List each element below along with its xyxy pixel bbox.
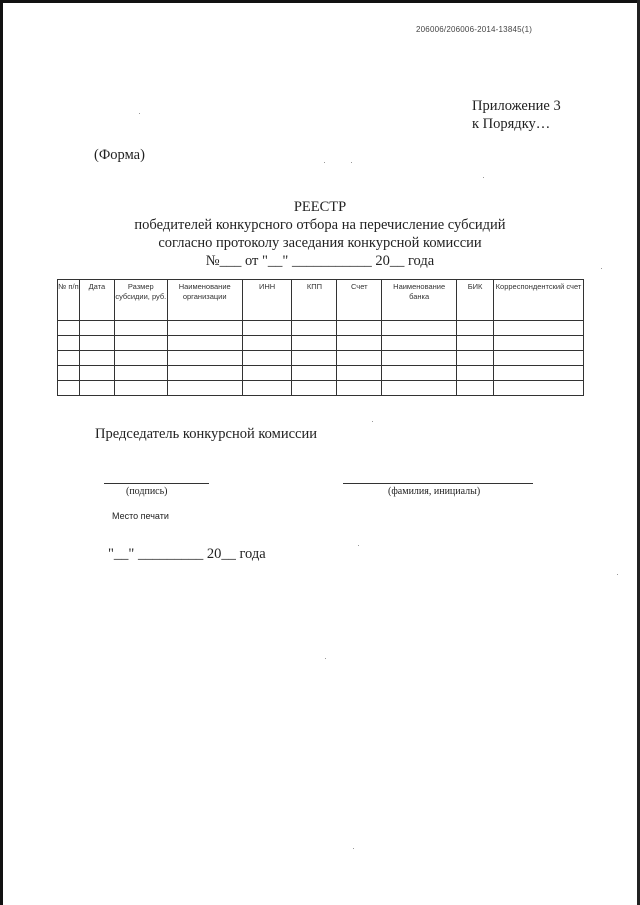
signature-line (104, 483, 209, 484)
header-cell: Размер субсидии, руб. (114, 280, 167, 321)
name-line (343, 483, 533, 484)
scan-speck (601, 268, 602, 269)
table-cell (58, 351, 80, 366)
header-cell: КПП (292, 280, 337, 321)
header-cell: БИК (457, 280, 494, 321)
date-line: "__" _________ 20__ года (108, 546, 266, 562)
table-cell (457, 366, 494, 381)
table-cell (242, 351, 292, 366)
table-cell (337, 321, 382, 336)
scan-speck (358, 545, 359, 546)
registry-table (57, 279, 584, 396)
table-cell (79, 381, 114, 396)
signature-caption: (подпись) (126, 486, 168, 497)
table-cell (292, 366, 337, 381)
scan-border-top (0, 0, 640, 3)
header-cell: ИНН (242, 280, 292, 321)
table-cell (457, 336, 494, 351)
table-cell (114, 321, 167, 336)
table-cell (494, 366, 584, 381)
table-cell (79, 336, 114, 351)
table-cell (114, 381, 167, 396)
table-row (58, 336, 584, 351)
name-caption: (фамилия, инициалы) (388, 486, 481, 497)
scan-border-left (0, 0, 3, 905)
table-cell (167, 336, 242, 351)
table-cell (242, 321, 292, 336)
table-cell (167, 381, 242, 396)
table-cell (167, 321, 242, 336)
scan-speck (324, 162, 325, 163)
table-cell (292, 351, 337, 366)
table-cell (242, 381, 292, 396)
scan-speck (483, 177, 484, 178)
appendix-note (472, 97, 561, 133)
table-cell (382, 351, 457, 366)
scan-speck (617, 574, 618, 575)
table-cell (58, 381, 80, 396)
table-cell (114, 336, 167, 351)
table-cell (79, 351, 114, 366)
number-line: №___ от "__" ___________ 20__ года (205, 253, 435, 269)
header-cell: Дата (79, 280, 114, 321)
document-title: РЕЕСТР (293, 199, 347, 215)
table-cell (337, 366, 382, 381)
table-cell (382, 381, 457, 396)
appendix-line-2: к Порядку… (472, 116, 551, 132)
scan-speck (353, 848, 354, 849)
table-header-row (58, 280, 584, 321)
table-cell (292, 336, 337, 351)
table-cell (494, 336, 584, 351)
subtitle-line-1: победителей конкурсного отбора на перечисление субсидий (134, 217, 506, 233)
table-row (58, 351, 584, 366)
scan-speck (372, 421, 373, 422)
table-cell (242, 336, 292, 351)
header-cell: Счет (337, 280, 382, 321)
table-cell (114, 351, 167, 366)
table-cell (167, 366, 242, 381)
document-id: 206006/206006-2014-13845(1) (416, 25, 533, 34)
table-cell (337, 336, 382, 351)
table-cell (494, 381, 584, 396)
chairman-label: Председатель конкурсной комиссии (95, 426, 317, 442)
header-cell: № п/п (58, 280, 80, 321)
table-cell (58, 336, 80, 351)
table-cell (242, 366, 292, 381)
header-cell: Наименование банка (382, 280, 457, 321)
appendix-line-1: Приложение 3 (472, 98, 561, 114)
table-row (58, 366, 584, 381)
scan-speck (139, 113, 140, 114)
table-cell (58, 321, 80, 336)
table-cell (382, 321, 457, 336)
title-block (0, 198, 640, 270)
scan-speck (351, 162, 352, 163)
table-row (58, 381, 584, 396)
table-cell (114, 366, 167, 381)
table-cell (79, 321, 114, 336)
table-cell (457, 381, 494, 396)
header-cell: Корреспондентский счет (494, 280, 584, 321)
table-cell (494, 321, 584, 336)
scan-speck (325, 658, 326, 659)
table-cell (494, 351, 584, 366)
stamp-place-label: Место печати (112, 511, 169, 521)
table-cell (79, 366, 114, 381)
table-cell (382, 366, 457, 381)
subtitle-line-2: согласно протоколу заседания конкурсной комиссии (158, 235, 482, 251)
header-cell: Наименование организации (167, 280, 242, 321)
table-cell (167, 351, 242, 366)
table-cell (58, 366, 80, 381)
table-row (58, 321, 584, 336)
table-cell (457, 351, 494, 366)
form-label: (Форма) (94, 147, 145, 163)
table-cell (337, 381, 382, 396)
table-cell (292, 381, 337, 396)
table-cell (457, 321, 494, 336)
table-cell (337, 351, 382, 366)
table-cell (292, 321, 337, 336)
table-cell (382, 336, 457, 351)
